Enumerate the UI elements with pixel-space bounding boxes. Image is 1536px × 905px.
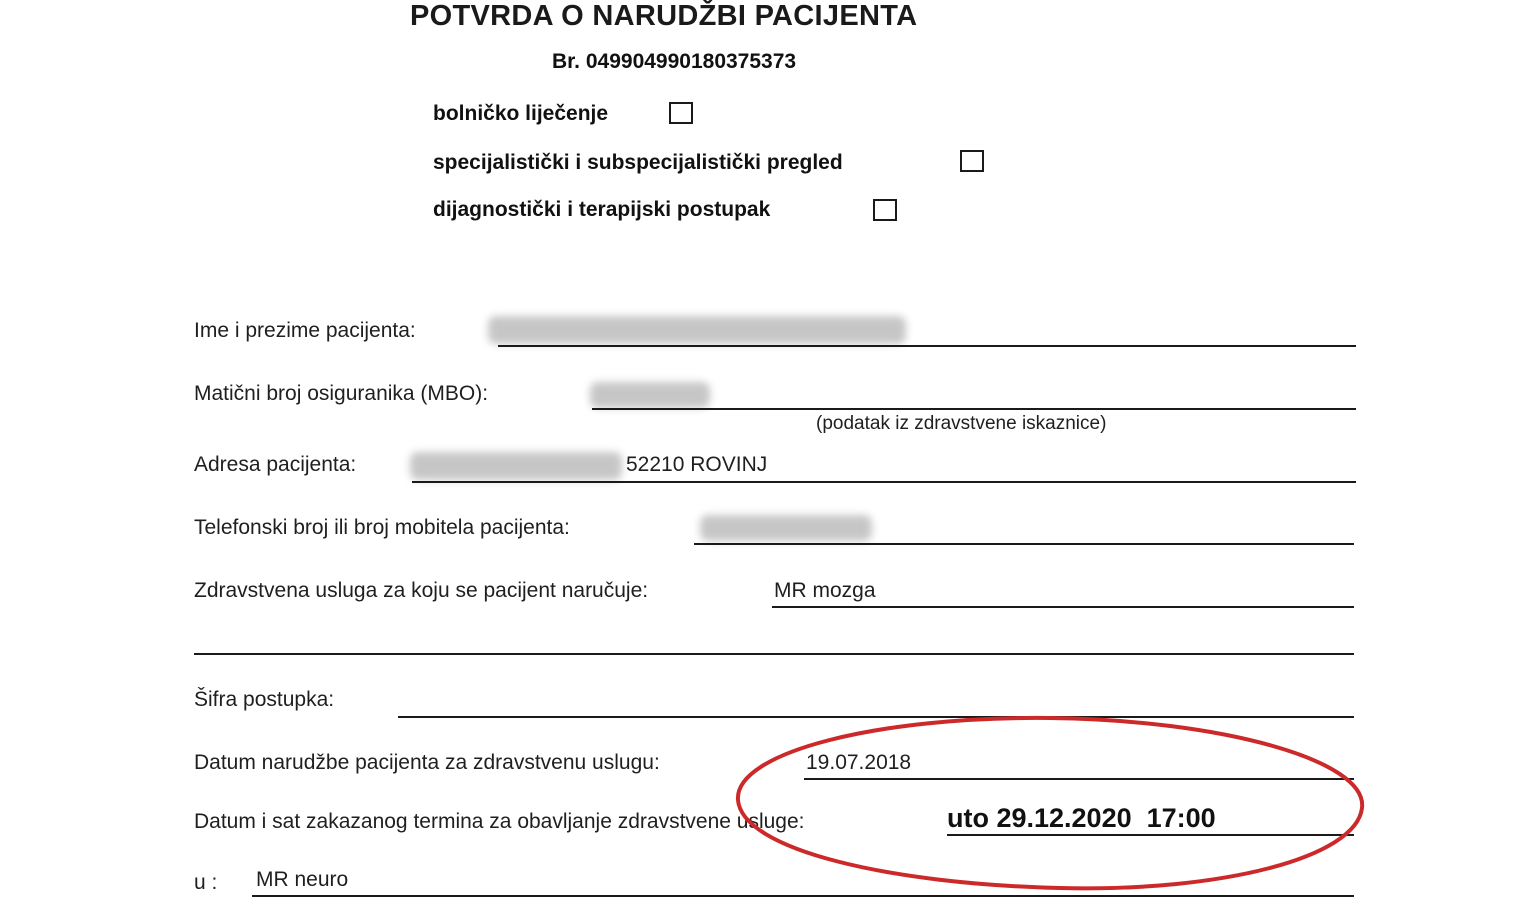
phone-label: Telefonski broj ili broj mobitela pacijenta:	[194, 516, 570, 539]
phone-line	[694, 543, 1354, 545]
address-label: Adresa pacijenta:	[194, 453, 357, 476]
redacted-phone	[700, 515, 872, 541]
patient-name-line	[498, 345, 1356, 347]
appointment-value: uto 29.12.2020 17:00	[947, 803, 1216, 833]
location-value: MR neuro	[256, 868, 349, 891]
document-number: Br. 049904990180375373	[552, 50, 797, 73]
appointment-line	[947, 834, 1354, 836]
location-line	[252, 895, 1354, 897]
redacted-patient-name	[488, 316, 906, 344]
location-label: u :	[194, 871, 218, 894]
patient-name-label: Ime i prezime pacijenta:	[194, 319, 416, 342]
document-title: POTVRDA O NARUDŽBI PACIJENTA	[410, 0, 918, 32]
order-date-label: Datum narudžbe pacijenta za zdravstvenu uslugu:	[194, 751, 660, 774]
order-date-line	[804, 778, 1354, 780]
appointment-label: Datum i sat zakazanog termina za obavljanje zdravstvene usluge:	[194, 810, 805, 833]
procedure-code-label: Šifra postupka:	[194, 688, 335, 711]
checkbox-diagnostic-procedure[interactable]	[873, 199, 897, 221]
mbo-line	[592, 408, 1356, 410]
address-line	[412, 481, 1356, 483]
order-date-value: 19.07.2018	[806, 751, 912, 774]
mbo-label: Matični broj osiguranika (MBO):	[194, 382, 489, 405]
checkbox-label-specialist-exam: specijalistički i subspecijalistički pregled	[433, 151, 843, 174]
checkbox-label-hospital-treatment: bolničko liječenje	[433, 102, 609, 125]
service-label: Zdravstvena usluga za koju se pacijent naručuje:	[194, 579, 649, 602]
checkbox-label-diagnostic-procedure: dijagnostički i terapijski postupak	[433, 198, 771, 221]
service-continuation-line	[194, 653, 1354, 655]
address-value: 52210 ROVINJ	[626, 453, 768, 476]
checkbox-specialist-exam[interactable]	[960, 150, 984, 172]
service-line	[772, 606, 1354, 608]
procedure-code-line	[398, 716, 1354, 718]
redacted-mbo	[590, 382, 710, 408]
mbo-note: (podatak iz zdravstvene iskaznice)	[816, 413, 1107, 434]
redacted-address	[410, 452, 622, 480]
checkbox-hospital-treatment[interactable]	[669, 102, 693, 124]
service-value: MR mozga	[774, 579, 876, 602]
